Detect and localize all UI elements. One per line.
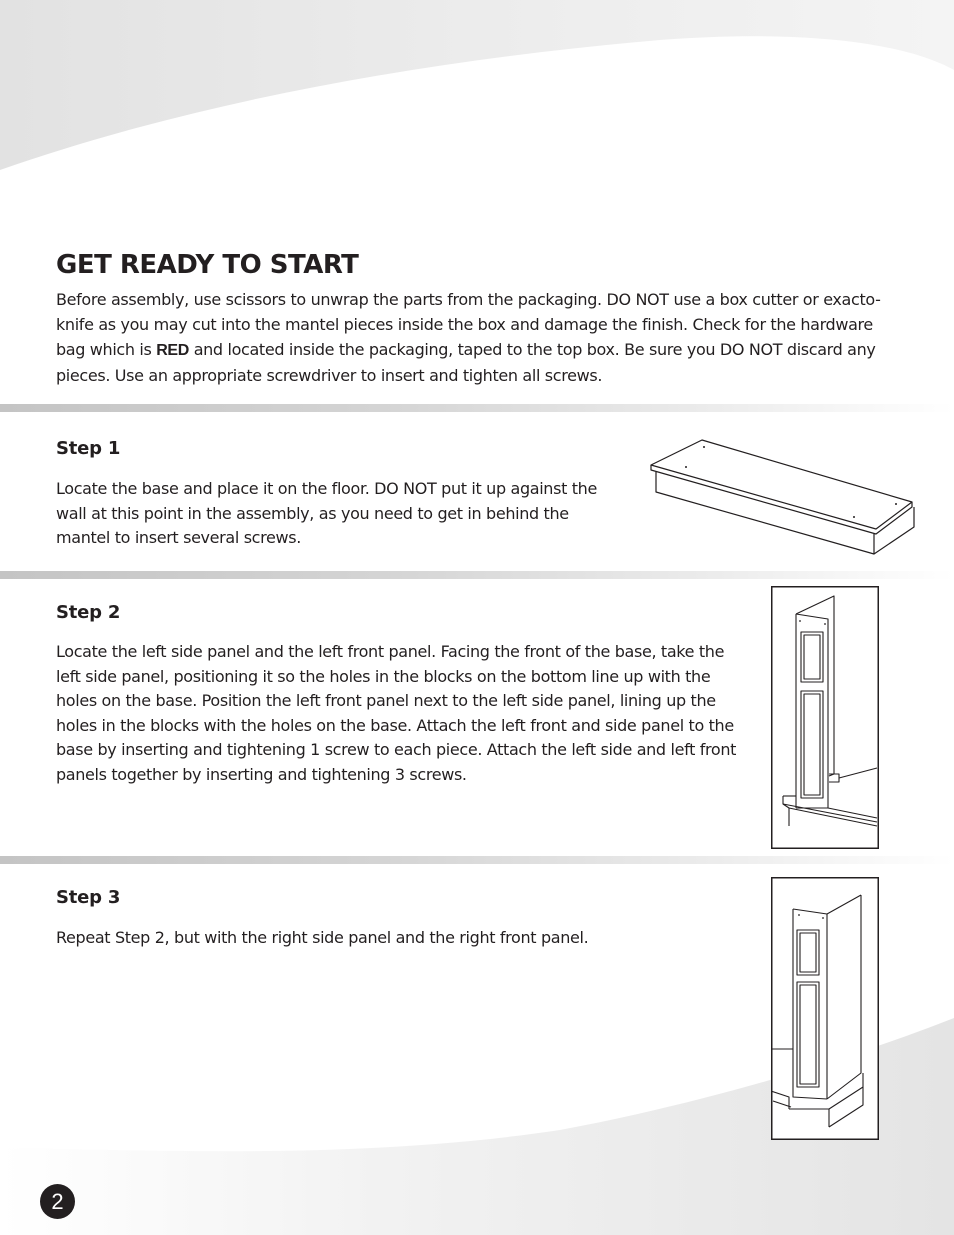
step-2-title: Step 2: [56, 602, 121, 623]
left-panel-illustration: [771, 586, 879, 849]
right-panel-illustration: [771, 877, 879, 1140]
step-3-title: Step 3: [56, 887, 121, 908]
page-title: GET READY TO START: [56, 250, 359, 280]
intro-text-part2: and located inside the packaging, taped to the top box. Be sure you DO NOT discard any pieces. Use an appropriate screwdriver to insert and tighten all screws.: [56, 340, 876, 385]
step-1-title: Step 1: [56, 438, 121, 459]
intro-text-part1: Before assembly, use scissors to unwrap the parts from the packaging. DO NOT use a box cutter or exacto-knife as you may cut into the mantel pieces inside the box and damage the finish. Check for the hardware bag which is: [56, 290, 881, 359]
base-illustration: [648, 437, 918, 557]
step-1-text: Locate the base and place it on the floor. DO NOT put it up against the wall at this point in the assembly, as you need to get in behind the mantel to insert several screws.: [56, 479, 597, 548]
page-number-badge: 2: [40, 1184, 75, 1219]
red-emphasis: RED: [156, 342, 189, 359]
step-3-text: Repeat Step 2, but with the right side panel and the right front panel.: [56, 928, 589, 947]
section-divider: [0, 856, 954, 864]
section-divider: [0, 571, 954, 579]
intro-paragraph: [56, 287, 906, 388]
section-divider: [0, 404, 954, 412]
step-2-text: Locate the left side panel and the left front panel. Facing the front of the base, take the left side panel, positioning it so the holes in the blocks on the bottom line up with the holes on the base. Position the left front panel next to the left side panel, lining up the holes in the blocks with the holes on the base. Attach the left front and side panel to the base by inserting and tightening 1 screw to each piece. Attach the left side and left front panels together by inserting and tightening 3 screws.: [56, 642, 737, 784]
